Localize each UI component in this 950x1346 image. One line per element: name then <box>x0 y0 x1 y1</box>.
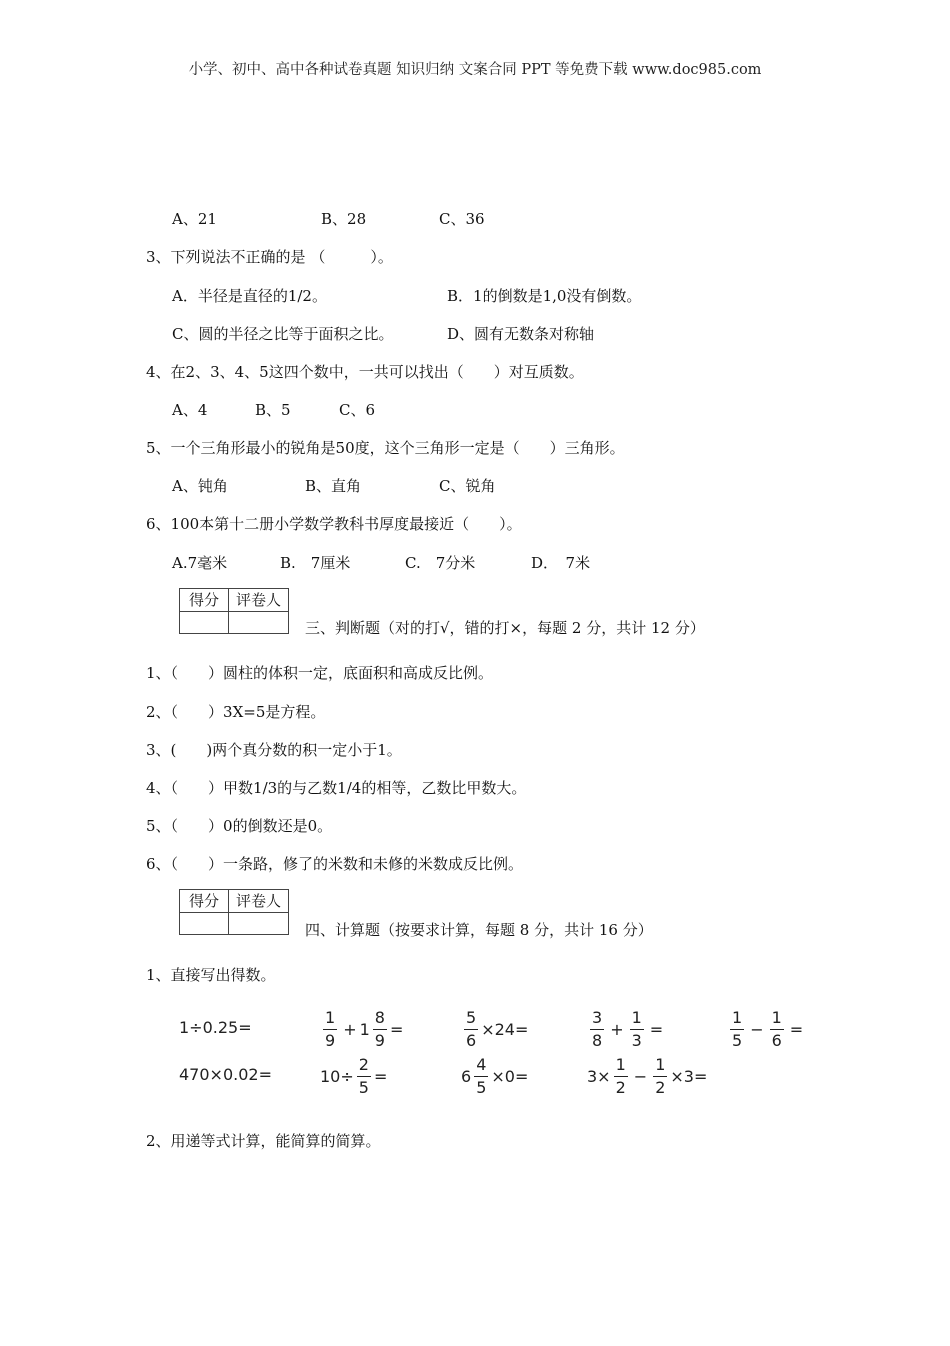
judge-item-3: 3、( )两个真分数的积一定小于1。 <box>146 741 402 759</box>
q4-stem: 4、在2、3、4、5这四个数中，一共可以找出（ ）对互质数。 <box>146 363 584 381</box>
q5-stem: 5、一个三角形最小的锐角是50度，这个三角形一定是（ ）三角形。 <box>146 439 625 457</box>
expr-6: 470×0.02= <box>179 1065 272 1084</box>
expr-5: $\frac{1}{5}$ − $\frac{1}{6}$ = <box>732 1008 804 1050</box>
q3-option-c: C、圆的半径之比等于面积之比。 <box>172 325 394 343</box>
judge-item-1: 1、（ ）圆柱的体积一定，底面积和高成反比例。 <box>146 664 494 682</box>
q2-option-a: A、21 <box>172 210 217 228</box>
q6-option-d: D． 7米 <box>531 554 591 572</box>
q5-option-b: B、直角 <box>305 477 362 495</box>
q5-option-c: C、锐角 <box>439 477 496 495</box>
section4-title: 四、计算题（按要求计算，每题 8 分，共计 16 分） <box>305 921 653 939</box>
q6-stem: 6、100本第十二册小学数学教科书厚度最接近（ ）。 <box>146 515 522 533</box>
score-label: 得分 <box>188 892 219 910</box>
q3-option-a: A．半径是直径的1/2。 <box>172 287 327 305</box>
expr-8: 6 $\frac{4}{5}$ ×0= <box>461 1055 529 1097</box>
page-header: 小学、初中、高中各种试卷真题 知识归纳 文案合同 PPT 等免费下载 www.doc985.com <box>188 62 762 78</box>
q6-option-a: A.7毫米 <box>172 554 228 572</box>
judge-item-6: 6、（ ）一条路，修了的米数和未修的米数成反比例。 <box>146 855 524 873</box>
expr-4: $\frac{3}{8}$ + $\frac{1}{3}$ = <box>592 1008 664 1050</box>
judge-item-2: 2、（ ）3X=5是方程。 <box>146 703 326 721</box>
score-box-section4 <box>179 889 289 935</box>
score-label: 得分 <box>188 591 219 609</box>
expr-7: 10÷ $\frac{2}{5}$ = <box>320 1055 388 1097</box>
expr-3: $\frac{5}{6}$ ×24= <box>466 1008 529 1050</box>
q3-stem: 3、下列说法不正确的是 （ ）。 <box>146 248 393 266</box>
calc-q1: 1、直接写出得数。 <box>146 966 276 984</box>
q4-option-a: A、4 <box>172 401 208 419</box>
q6-option-b: B. 7厘米 <box>280 554 351 572</box>
q6-option-c: C. 7分米 <box>405 554 476 572</box>
grader-label: 评卷人 <box>235 892 281 910</box>
judge-item-4: 4、（ ）甲数1/3的与乙数1/4的相等，乙数比甲数大。 <box>146 779 527 797</box>
q4-option-c: C、6 <box>339 401 376 419</box>
cropped-artifact <box>172 1104 292 1112</box>
expr-1: 1÷0.25= <box>179 1018 252 1037</box>
expr-9: 3× $\frac{1}{2}$ − $\frac{1}{2}$ ×3= <box>587 1055 708 1097</box>
expr-2: $\frac{1}{9}$ + 1 $\frac{8}{9}$ = <box>325 1008 404 1050</box>
calc-q2: 2、用递等式计算，能简算的简算。 <box>146 1132 381 1150</box>
section3-title: 三、判断题（对的打√，错的打×，每题 2 分，共计 12 分） <box>305 619 705 637</box>
score-box-section3 <box>179 588 289 634</box>
q2-option-c: C、36 <box>439 210 485 228</box>
grader-label: 评卷人 <box>235 591 281 609</box>
judge-item-5: 5、（ ）0的倒数还是0。 <box>146 817 333 835</box>
q5-option-a: A、钝角 <box>172 477 228 495</box>
q4-option-b: B、5 <box>255 401 291 419</box>
q3-option-d: D、圆有无数条对称轴 <box>447 325 595 343</box>
q3-option-b: B．1的倒数是1,0没有倒数。 <box>447 287 642 305</box>
q2-option-b: B、28 <box>321 210 367 228</box>
